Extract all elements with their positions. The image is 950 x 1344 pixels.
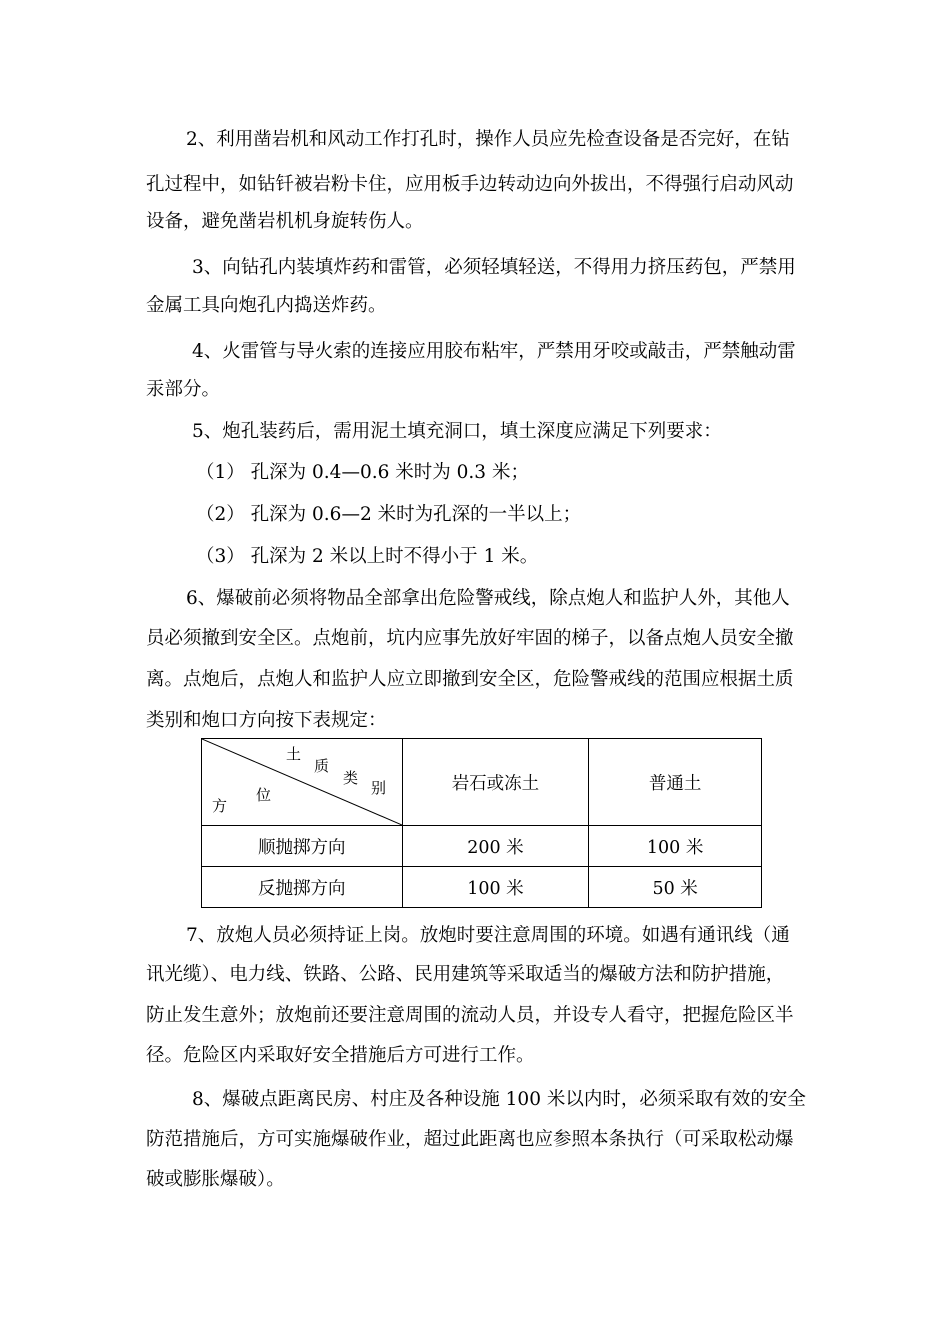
paragraph-line: 破或膨胀爆破）。 [146,1169,285,1190]
list-item: （2） 孔深为 0.6—2 米时为孔深的一半以上； [196,504,582,525]
paragraph-line: 8、爆破点距离民房、村庄及各种设施 100 米以内时，必须采取有效的安全 [192,1089,806,1110]
paragraph-line: 6、爆破前必须将物品全部拿出危险警戒线，除点炮人和监护人外，其他人 [186,588,790,609]
danger-distance-table [201,738,762,908]
paragraph-line: 7、放炮人员必须持证上岗。放炮时要注意周围的环境。如遇有通讯线（通 [186,925,790,946]
header-char: 位 [256,786,272,804]
paragraph-line: 离。点炮后，点炮人和监护人应立即撤到安全区，危险警戒线的范围应根据土质 [146,669,794,690]
diagonal-header-cell [202,739,403,826]
list-item: （3） 孔深为 2 米以上时不得小于 1 米。 [196,546,539,567]
table-cell: 100 米 [589,826,762,867]
header-char: 别 [371,779,387,797]
row-label: 反抛掷方向 [202,867,403,908]
header-char: 类 [343,769,359,787]
header-char: 质 [314,757,330,775]
paragraph-line: 径。危险区内采取好安全措施后方可进行工作。 [146,1045,535,1066]
paragraph-line: 防范措施后，方可实施爆破作业，超过此距离也应参照本条执行（可采取松动爆 [146,1129,794,1150]
paragraph-line: 讯光缆）、电力线、铁路、公路、民用建筑等采取适当的爆破方法和防护措施， [146,964,785,985]
paragraph-line: 汞部分。 [146,379,221,400]
table-row [202,867,762,908]
paragraph-line: 设备，避免凿岩机机身旋转伤人。 [146,211,424,232]
table-cell: 50 米 [589,867,762,908]
column-header: 岩石或冻土 [402,739,589,826]
paragraph-line: 防止发生意外；放炮前还要注意周围的流动人员，并设专人看守，把握危险区半 [146,1005,794,1026]
paragraph-line: 类别和炮口方向按下表规定： [146,710,387,731]
paragraph-line: 金属工具向炮孔内捣送炸药。 [146,295,387,316]
header-char: 土 [286,745,302,763]
paragraph-line: 孔过程中，如钻钎被岩粉卡住，应用板手边转动边向外拔出，不得强行启动风动 [146,174,794,195]
list-item: （1） 孔深为 0.4—0.6 米时为 0.3 米； [196,462,529,483]
paragraph-line: 5、炮孔装药后，需用泥土填充洞口，填土深度应满足下列要求： [192,421,722,442]
paragraph-line: 员必须撤到安全区。点炮前，坑内应事先放好牢固的梯子，以备点炮人员安全撤 [146,628,794,649]
paragraph-line: 3、向钻孔内装填炸药和雷管，必须轻填轻送，不得用力挤压药包，严禁用 [192,257,796,278]
row-label: 顺抛掷方向 [202,826,403,867]
table-cell: 100 米 [402,867,589,908]
table-cell: 200 米 [402,826,589,867]
header-char: 方 [212,797,228,815]
table-row [202,826,762,867]
paragraph-line: 4、火雷管与导火索的连接应用胶布粘牢，严禁用牙咬或敲击，严禁触动雷 [192,341,796,362]
column-header: 普通土 [589,739,762,826]
paragraph-line: 2、利用凿岩机和风动工作打孔时，操作人员应先检查设备是否完好，在钻 [186,129,790,150]
